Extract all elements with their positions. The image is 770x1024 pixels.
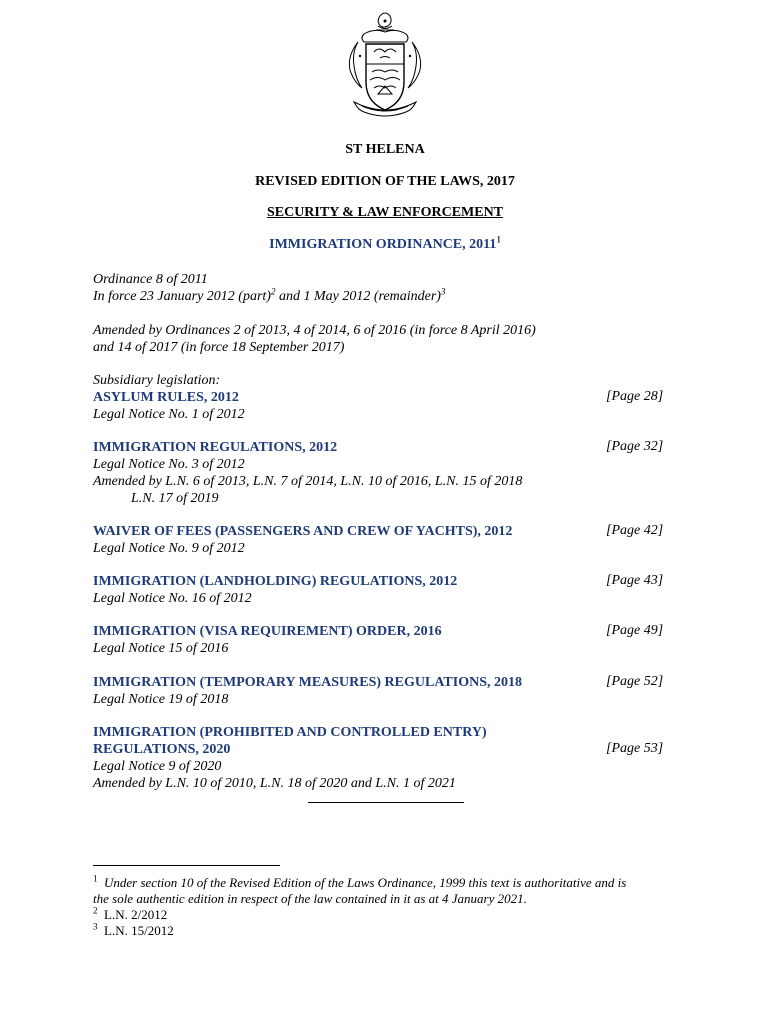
entry-asylum-rules <box>93 389 245 423</box>
footnote-3 <box>93 923 683 939</box>
entry-notice: Legal Notice 15 of 2016 <box>93 641 229 656</box>
amended-line-2: and 14 of 2017 (in force 18 September 2017) <box>93 340 345 355</box>
entry-page-ref: [Page 52] <box>606 674 664 689</box>
footnote-ref-1: 1 <box>496 234 501 245</box>
entry-notice: Legal Notice 19 of 2018 <box>93 692 229 707</box>
ordinance-title-text: IMMIGRATION ORDINANCE, 2011 <box>269 237 497 252</box>
entry-notice: Legal Notice No. 3 of 2012 <box>93 457 245 472</box>
in-force-remainder: and 1 May 2012 (remainder) <box>275 289 441 304</box>
entry-notice: Legal Notice No. 1 of 2012 <box>93 407 245 422</box>
section-separator <box>308 802 464 803</box>
entry-notice: Legal Notice No. 16 of 2012 <box>93 591 252 606</box>
entry-temporary-measures <box>93 674 522 708</box>
entry-amended: Amended by L.N. 10 of 2010, L.N. 18 of 2020 and L.N. 1 of 2021 <box>93 776 456 791</box>
footnote-rule <box>93 865 280 866</box>
amended-line-1: Amended by Ordinances 2 of 2013, 4 of 2014, 6 of 2016 (in force 8 April 2016) <box>93 323 536 338</box>
entry-page-ref: [Page 32] <box>606 439 664 454</box>
entry-title: IMMIGRATION (LANDHOLDING) REGULATIONS, 2012 <box>93 574 458 589</box>
footnote-number: 3 <box>93 921 98 932</box>
entry-amended-cont: L.N. 17 of 2019 <box>131 491 219 506</box>
edition-heading: REVISED EDITION OF THE LAWS, 2017 <box>255 174 515 189</box>
entry-title: IMMIGRATION (TEMPORARY MEASURES) REGULATIONS, 2018 <box>93 675 522 690</box>
footnote-number: 2 <box>93 905 98 916</box>
footnote-text: Under section 10 of the Revised Edition of the Laws Ordinance, 1999 this text is authoritative and is <box>104 875 627 890</box>
entry-waiver-of-fees <box>93 523 512 557</box>
jurisdiction-heading: ST HELENA <box>345 142 425 157</box>
footnote-text-cont: the sole authentic edition in respect of the law contained in it as at 4 January 2021. <box>93 891 527 906</box>
entry-page-ref: [Page 42] <box>606 523 664 538</box>
entry-title: ASYLUM RULES, 2012 <box>93 390 239 405</box>
footnote-2 <box>93 907 683 923</box>
coat-of-arms-crest <box>340 10 430 125</box>
entry-page-ref: [Page 43] <box>606 573 664 588</box>
entry-landholding <box>93 573 457 607</box>
entry-title-cont: REGULATIONS, 2020 <box>93 742 231 757</box>
entry-notice: Legal Notice No. 9 of 2012 <box>93 541 245 556</box>
subsidiary-label: Subsidiary legislation: <box>93 373 221 388</box>
in-force-line <box>93 288 445 305</box>
intro-block <box>93 271 445 305</box>
entry-page-ref: [Page 53] <box>606 741 664 756</box>
entry-page-ref: [Page 49] <box>606 623 664 638</box>
in-force-part: In force 23 January 2012 (part) <box>93 289 271 304</box>
entry-notice: Legal Notice 9 of 2020 <box>93 759 222 774</box>
entry-prohibited-entry <box>93 724 487 792</box>
entry-immigration-regulations <box>93 439 522 507</box>
entry-page-ref: [Page 28] <box>606 389 664 404</box>
category-text: SECURITY & LAW ENFORCEMENT <box>266 205 504 220</box>
footnote-text: L.N. 2/2012 <box>104 907 168 922</box>
entry-amended: Amended by L.N. 6 of 2013, L.N. 7 of 2014, L.N. 10 of 2016, L.N. 15 of 2018 <box>93 474 523 489</box>
amendments-block <box>93 322 536 356</box>
entry-title: IMMIGRATION (VISA REQUIREMENT) ORDER, 2016 <box>93 624 442 639</box>
footnote-ref-2: 2 <box>270 286 276 297</box>
footnote-ref-3: 3 <box>440 286 446 297</box>
category-heading <box>0 205 770 221</box>
entry-visa-requirement <box>93 623 442 657</box>
ordinance-title <box>0 234 770 253</box>
footnote-text: L.N. 15/2012 <box>104 923 174 938</box>
footnote-number: 1 <box>93 873 98 884</box>
entry-title: IMMIGRATION REGULATIONS, 2012 <box>93 440 338 455</box>
footnote-1 <box>93 875 683 907</box>
ordinance-number: Ordinance 8 of 2011 <box>93 272 208 287</box>
entry-title: WAIVER OF FEES (PASSENGERS AND CREW OF YACHTS), 2012 <box>93 524 513 539</box>
entry-title: IMMIGRATION (PROHIBITED AND CONTROLLED ENTRY) <box>93 725 487 740</box>
